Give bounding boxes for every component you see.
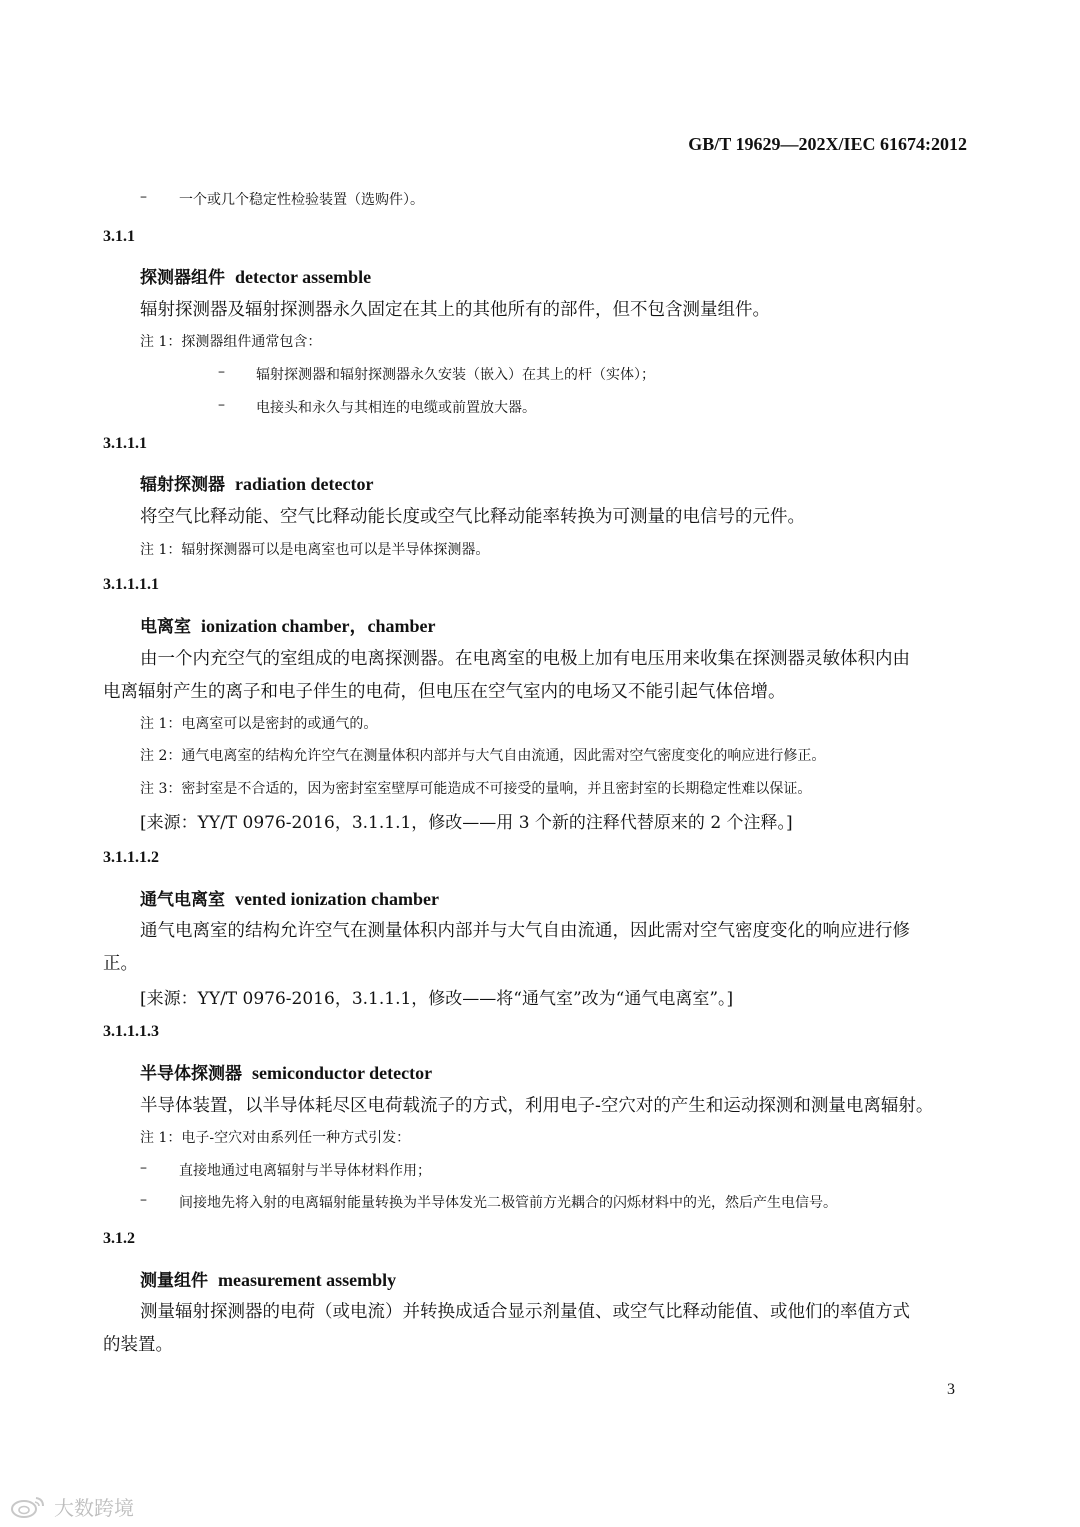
note: 注 1：电离室可以是密封的或通气的。: [140, 716, 378, 732]
term-zh: 电离室: [140, 617, 191, 637]
standard-header: GB/T 19629—202X/IEC 61674:2012: [688, 134, 967, 154]
watermark: [10, 1492, 134, 1521]
term-en: semiconductor detector: [252, 1063, 433, 1083]
term-zh: 通气电离室: [140, 890, 225, 910]
definition: 通气电离室的结构允许空气在测量体积内部并与大气自由流通，因此需对空气密度变化的响应进行修: [140, 921, 910, 941]
clause-number: 3.1.1.1.2: [103, 849, 159, 866]
source-citation: [来源：YY/T 0976-2016，3.1.1.1，修改——用 3 个新的注释代替原来的 2 个注释。]: [140, 813, 793, 833]
term-en: detector assemble: [235, 267, 372, 287]
term-heading: [140, 612, 435, 638]
note: 注 1：辐射探测器可以是电离室也可以是半导体探测器。: [140, 542, 490, 558]
term-en: ionization chamber，chamber: [201, 616, 436, 636]
definition: 将空气比释动能、空气比释动能长度或空气比释动能率转换为可测量的电信号的元件。: [140, 507, 805, 527]
list-item: 直接地通过电离辐射与半导体材料作用；: [179, 1163, 431, 1179]
source-citation: [来源：YY/T 0976-2016，3.1.1.1，修改——将“通气室”改为“通气电离室”。]: [140, 989, 734, 1009]
term-heading: [140, 885, 439, 910]
term-zh: 测量组件: [140, 1271, 208, 1291]
clause-number: 3.1.1.1.1: [103, 576, 159, 593]
term-heading: [140, 263, 371, 288]
definition-continuation: 电离辐射产生的离子和电子伴生的电荷，但电压在空气室内的电场又不能引起气体倍增。: [103, 682, 786, 702]
definition: 测量辐射探测器的电荷（或电流）并转换成适合显示剂量值、或空气比释动能值、或他们的率值方式: [140, 1302, 910, 1322]
note: 注 1：电子-空穴对由系列任一种方式引发：: [140, 1130, 411, 1146]
term-zh: 探测器组件: [140, 268, 225, 288]
term-en: vented ionization chamber: [235, 889, 439, 909]
term-en: measurement assembly: [218, 1270, 397, 1290]
list-dash: –: [140, 1160, 147, 1176]
term-heading: [140, 1266, 396, 1291]
list-dash: –: [140, 1192, 147, 1208]
list-dash: –: [218, 364, 225, 380]
list-item: 辐射探测器和辐射探测器永久安装（嵌入）在其上的杆（实体）；: [256, 367, 655, 383]
definition: 由一个内充空气的室组成的电离探测器。在电离室的电极上加有电压用来收集在探测器灵敏体积内由: [140, 649, 910, 669]
list-item: 电接头和永久与其相连的电缆或前置放大器。: [256, 400, 536, 416]
list-item: 一个或几个稳定性检验装置（选购件）。: [179, 192, 424, 208]
note: 注 3：密封室是不合适的，因为密封室室壁厚可能造成不可接受的量响，并且密封室的长期稳定性难以保证。: [140, 781, 812, 797]
term-zh: 辐射探测器: [140, 475, 225, 495]
page-number: 3: [947, 1381, 955, 1398]
definition-continuation: 的装置。: [103, 1335, 173, 1355]
weibo-logo-icon: [10, 1494, 48, 1520]
term-zh: 半导体探测器: [140, 1064, 242, 1084]
list-item: 间接地先将入射的电离辐射能量转换为半导体发光二极管前方光耦合的闪烁材料中的光，然后产生电信号。: [179, 1195, 837, 1211]
definition: 辐射探测器及辐射探测器永久固定在其上的其他所有的部件，但不包含测量组件。: [140, 300, 770, 320]
term-heading: [140, 1059, 432, 1084]
note: 注 2：通气电离室的结构允许空气在测量体积内部并与大气自由流通，因此需对空气密度变化的响应进行修正。: [140, 748, 826, 764]
list-dash: –: [140, 189, 147, 205]
clause-number: 3.1.1.1: [103, 435, 147, 452]
definition: 半导体装置，以半导体耗尽区电荷载流子的方式，利用电子-空穴对的产生和运动探测和测量电离辐射。: [140, 1096, 934, 1116]
clause-number: 3.1.1.1.3: [103, 1023, 159, 1040]
watermark-text: 大数跨境: [54, 1496, 134, 1520]
definition-continuation: 正。: [103, 954, 138, 974]
term-heading: [140, 470, 373, 495]
list-dash: –: [218, 397, 225, 413]
clause-number: 3.1.1: [103, 228, 135, 245]
note: 注 1：探测器组件通常包含：: [140, 334, 322, 350]
term-en: radiation detector: [235, 474, 374, 494]
clause-number: 3.1.2: [103, 1230, 135, 1247]
